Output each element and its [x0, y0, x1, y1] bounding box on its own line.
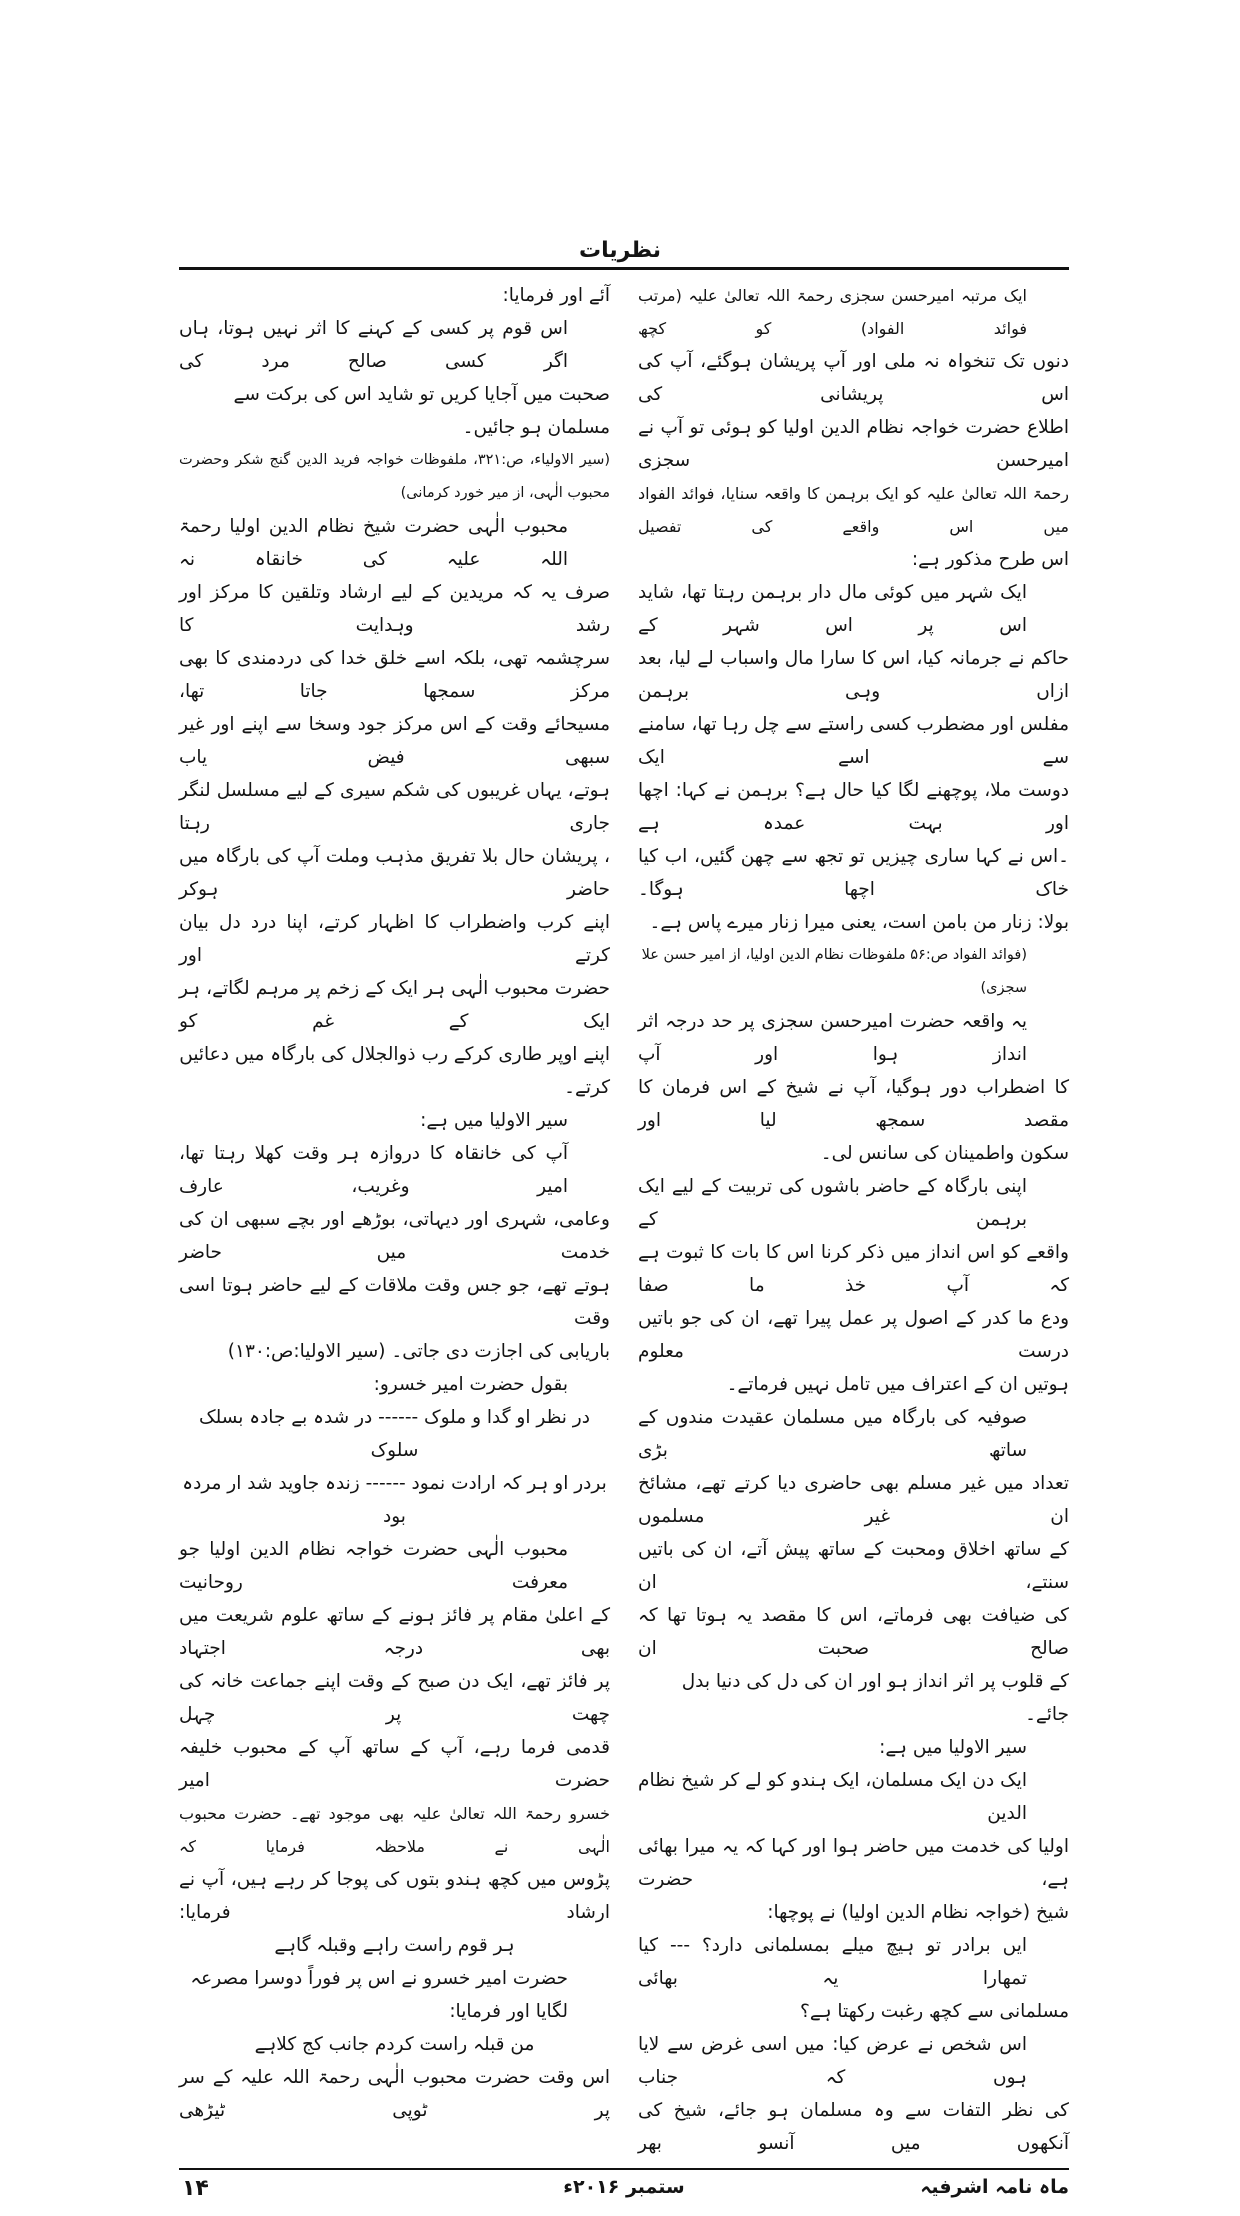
text-line: حضرت امیر خسرو نے اس پر فوراً دوسرا مصرعہ لگایا اور فرمایا:	[190, 1968, 568, 2022]
text-line: اس طرح مذکور ہے:	[911, 549, 1069, 570]
text-line: قدمی فرما رہے، آپ کے ساتھ آپ کے محبوب خلیفہ حضرت امیر	[179, 1737, 610, 1791]
text-line: ، پریشان حال بلا تفریق مذہب وملت آپ کی بارگاہ میں حاضر ہوکر	[179, 846, 610, 900]
text-line: کے اعلیٰ مقام پر فائز ہونے کے ساتھ علوم شریعت میں بھی درجہ اجتہاد	[179, 1605, 610, 1659]
text-line: ایں برادر تو ہیچ میلے بمسلمانی دارد؟ --- کیا تمھارا یہ بھائی	[638, 1935, 1027, 1989]
text-line: شیخ (خواجہ نظام الدین اولیا) نے پوچھا:	[767, 1902, 1069, 1923]
text-line: (سیر الاولیاء، ص:۳۲۱، ملفوظات خواجہ فرید الدین گنج شکر وحضرت	[179, 452, 610, 468]
text-line: بقول حضرت امیر خسرو:	[373, 1374, 568, 1395]
text-line: سرچشمہ تھی، بلکہ اسے خلق خدا کی دردمندی کا بھی مرکز سمجھا جاتا تھا،	[179, 648, 610, 702]
columns	[179, 279, 1069, 2160]
text-line: اپنے کرب واضطراب کا اظہار کرتے، اپنا درد دل بیان کرتے اور	[179, 912, 610, 966]
text-line: اپنے اوپر طاری کرکے رب ذوالجلال کی بارگاہ میں دعائیں کرتے۔	[179, 1044, 610, 1098]
text-line: آپ کی خانقاہ کا دروازہ ہر وقت کھلا رہتا تھا، امیر وغریب، عارف	[179, 1143, 568, 1197]
text-line: سکون واطمینان کی سانس لی۔	[820, 1143, 1069, 1164]
text-line: اطلاع حضرت خواجہ نظام الدین اولیا کو ہوئی تو آپ نے امیرحسن سجزی	[638, 417, 1069, 471]
text-line: رحمۃ اللہ تعالیٰ علیہ کو ایک برہمن کا واقعہ سنایا، فوائد الفواد میں اس واقعے کی تفصیل	[638, 484, 1069, 536]
text-line: محبوب الٰہی حضرت شیخ نظام الدین اولیا رحمۃ اللہ علیہ کی خانقاہ نہ	[179, 516, 568, 570]
text-line: دنوں تک تنخواہ نہ ملی اور آپ پریشان ہوگئے، آپ کی اس پریشانی کی	[638, 351, 1069, 405]
text-line: کے قلوب پر اثر انداز ہو اور ان کی دل کی دنیا بدل جائے۔	[681, 1671, 1069, 1725]
text-line: بردر او ہر کہ ارادت نمود ------ زندہ جاوید شد ار مردہ بود	[182, 1473, 607, 1527]
right-column	[638, 279, 1069, 2160]
text-line: ہوتیں ان کے اعتراف میں تامل نہیں فرماتے۔	[726, 1374, 1069, 1395]
text-line: واقعے کو اس انداز میں ذکر کرنا اس کا بات کا ثبوت ہے کہ آپ خذ ما صفا	[638, 1242, 1069, 1296]
text-line: پڑوس میں کچھ ہندو بتوں کی پوجا کر رہے ہیں، آپ نے ارشاد فرمایا:	[179, 1869, 610, 1923]
text-line: من قبلہ راست کردم جانب کج کلاہے	[254, 2034, 535, 2055]
footer-divider	[179, 2168, 1069, 2170]
text-line: سیر الاولیا میں ہے:	[879, 1737, 1027, 1758]
text-line: محبوب الٰہی، از میر خورد کرمانی)	[400, 485, 610, 501]
text-line: یہ واقعہ حضرت امیرحسن سجزی پر حد درجہ اثر انداز ہوا اور آپ	[638, 1011, 1027, 1065]
text-line: صحبت میں آجایا کریں تو شاید اس کی برکت سے مسلمان ہو جائیں۔	[233, 384, 610, 438]
text-line: ودع ما کدر کے اصول پر عمل پیرا تھے، ان کی جو باتیں درست معلوم	[638, 1308, 1069, 1362]
text-line: تعداد میں غیر مسلم بھی حاضری دیا کرتے تھے، مشائخ ان غیر مسلموں	[638, 1473, 1069, 1527]
text-line: مسیحائے وقت کے اس مرکز جود وسخا سے اپنے اور غیر سبھی فیض یاب	[179, 714, 610, 768]
text-line: مسلمانی سے کچھ رغبت رکھتا ہے؟	[800, 2001, 1069, 2022]
text-line: اس وقت حضرت محبوب الٰہی رحمۃ اللہ علیہ کے سر پر ٹوپی ٹیڑھی	[179, 2067, 610, 2121]
text-line: ایک مرتبہ امیرحسن سجزی رحمۃ اللہ تعالیٰ علیہ (مرتب فوائد الفواد) کو کچھ	[638, 286, 1027, 338]
text-line: ہوتے تھے، جو جس وقت ملاقات کے لیے حاضر ہوتا اسی وقت	[179, 1275, 610, 1329]
text-line: ہوتے، یہاں غریبوں کی شکم سیری کے لیے مسلسل لنگر جاری رہتا	[179, 780, 610, 834]
text-line: کی ضیافت بھی فرماتے، اس کا مقصد یہ ہوتا تھا کہ صالح صحبت ان	[638, 1605, 1069, 1659]
page-content	[179, 279, 1069, 2216]
text-line: اس شخص نے عرض کیا: میں اسی غرض سے لایا ہوں کہ جناب	[638, 2034, 1027, 2088]
text-line: حاکم نے جرمانہ کیا، اس کا سارا مال واسباب لے لیا، بعد ازاں وہی برہمن	[638, 648, 1069, 702]
text-line: دوست ملا، پوچھنے لگا کیا حال ہے؟ برہمن نے کہا: اچھا اور بہت عمدہ ہے	[638, 780, 1069, 834]
text-line: اپنی بارگاہ کے حاضر باشوں کی تربیت کے لیے ایک برہمن کے	[638, 1176, 1027, 1230]
text-line: پر فائز تھے، ایک دن صبح کے وقت اپنے جماعت خانہ کی چھت پر چہل	[179, 1671, 610, 1725]
text-line: حضرت محبوب الٰہی ہر ایک کے زخم پر مرہم لگاتے، ہر ایک کے غم کو	[179, 978, 610, 1032]
text-line: صرف یہ کہ مریدین کے لیے ارشاد وتلقین کا مرکز اور رشد وہدایت کا	[179, 582, 610, 636]
magazine-name: ماہ نامہ اشرفیہ	[920, 2176, 1069, 2198]
left-column	[179, 279, 610, 2127]
header-divider	[179, 267, 1069, 270]
text-line: اولیا کی خدمت میں حاضر ہوا اور کہا کہ یہ میرا بھائی ہے، حضرت	[638, 1836, 1069, 1890]
text-line: خسرو رحمۃ اللہ تعالیٰ علیہ بھی موجود تھے۔ حضرت محبوب الٰہی نے ملاحظہ فرمایا کہ	[179, 1804, 610, 1856]
footer	[179, 2176, 1069, 2216]
section-title: نظریات	[578, 238, 661, 263]
page-number: ۱۴	[182, 2176, 209, 2201]
text-line: صوفیہ کی بارگاہ میں مسلمان عقیدت مندوں کے ساتھ بڑی	[638, 1407, 1027, 1461]
issue-date: ستمبر ۲۰۱۶ء	[563, 2176, 685, 2198]
text-line: ایک شہر میں کوئی مال دار برہمن رہتا تھا، شاید اس پر اس شہر کے	[638, 582, 1027, 636]
text-line: بولا: زنار من بامن است، یعنی میرا زنار میرے پاس ہے۔	[649, 912, 1069, 933]
text-line: آئے اور فرمایا:	[502, 285, 610, 306]
text-line: مفلس اور مضطرب کسی راستے سے چل رہا تھا، سامنے سے اسے ایک	[638, 714, 1069, 768]
text-line: اس قوم پر کسی کے کہنے کا اثر نہیں ہوتا، ہاں اگر کسی صالح مرد کی	[179, 318, 568, 372]
text-line: محبوب الٰہی حضرت خواجہ نظام الدین اولیا جو معرفت روحانیت	[179, 1539, 568, 1593]
text-line: کا اضطراب دور ہوگیا، آپ نے شیخ کے اس فرمان کا مقصد سمجھ لیا اور	[638, 1077, 1069, 1131]
text-line: ۔اس نے کہا ساری چیزیں تو تجھ سے چھن گئیں، اب کیا خاک اچھا ہوگا۔	[638, 846, 1069, 900]
text-line: سیر الاولیا میں ہے:	[420, 1110, 568, 1131]
text-line: (فوائد الفواد ص:۵۶ ملفوظات نظام الدین اولیا، از امیر حسن علا سجزی)	[641, 947, 1027, 996]
text-line: وعامی، شہری اور دیہاتی، بوڑھے اور بچے سبھی ان کی خدمت میں حاضر	[179, 1209, 610, 1263]
text-line: ایک دن ایک مسلمان، ایک ہندو کو لے کر شیخ نظام الدین	[638, 1770, 1027, 1824]
text-line: باریابی کی اجازت دی جاتی۔ (سیر الاولیا:ص:۱۳۰)	[227, 1341, 610, 1362]
text-line: ہر قوم راست راہے وقبلہ گاہے	[274, 1935, 515, 1956]
text-line: در نظر او گدا و ملوک ------ در شدہ بے جادہ بسلک سلوک	[199, 1407, 590, 1461]
text-line: کی نظر التفات سے وہ مسلمان ہو جائے، شیخ کی آنکھوں میں آنسو بھر	[638, 2100, 1069, 2154]
text-line: کے ساتھ اخلاق ومحبت کے ساتھ پیش آتے، ان کی باتیں سنتے، ان	[638, 1539, 1069, 1593]
